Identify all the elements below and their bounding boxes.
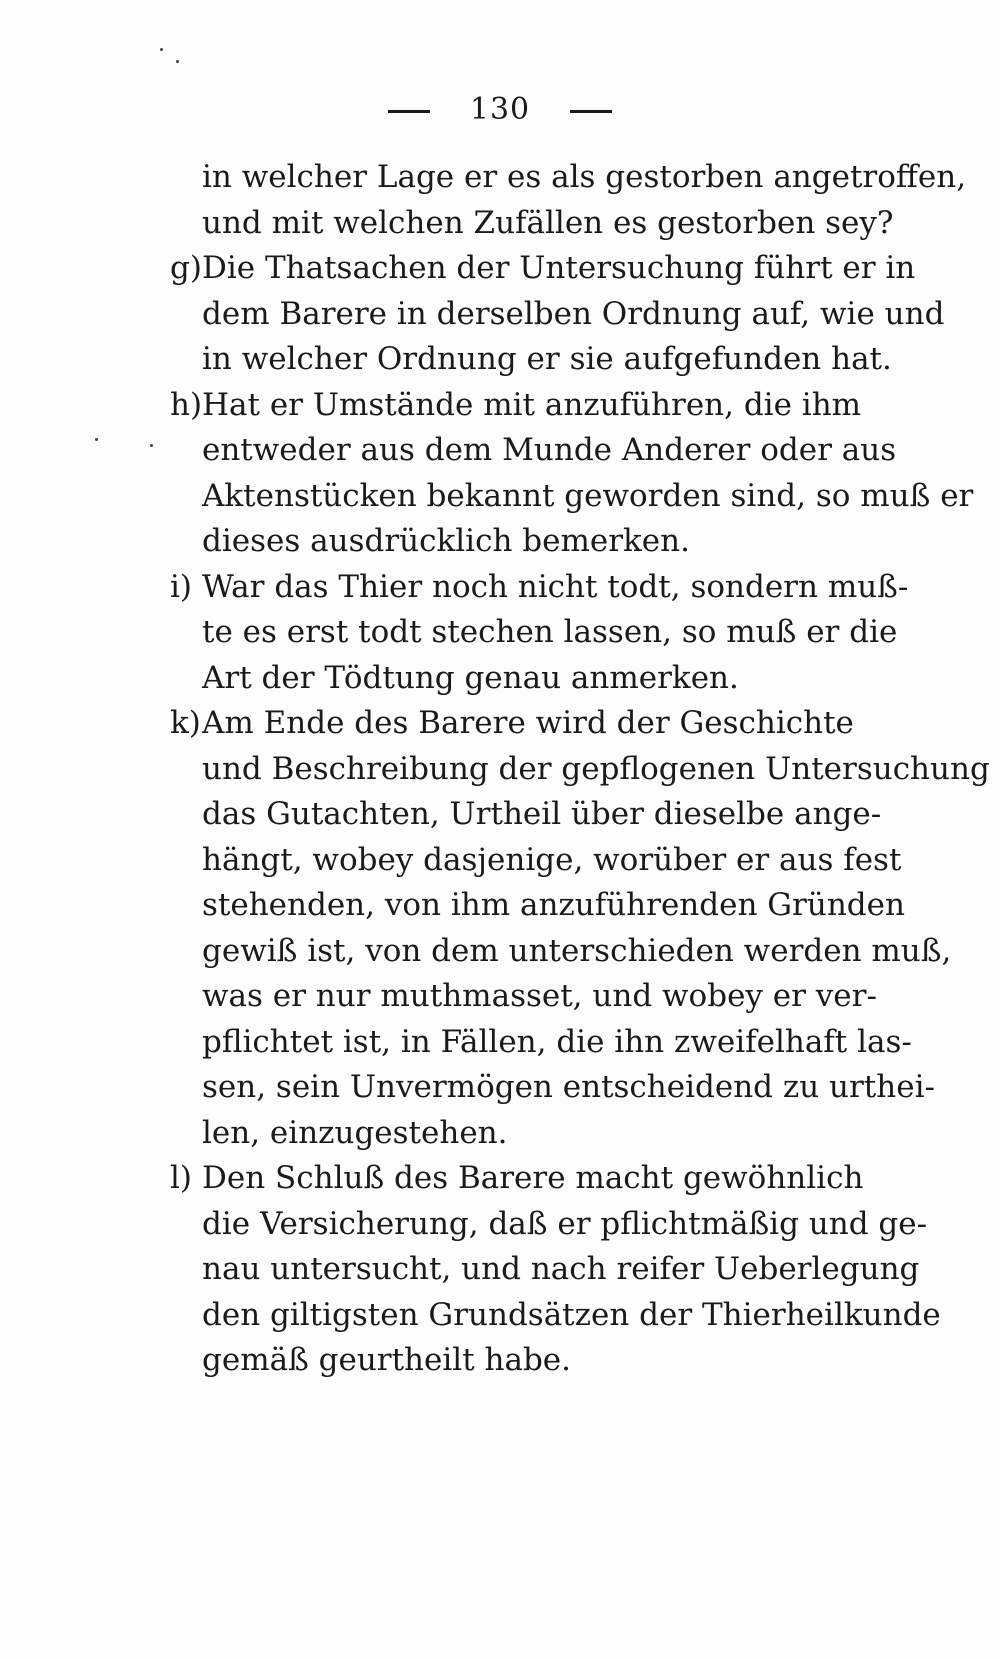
text-line: War das Thier noch nicht todt, sondern muß- <box>202 568 909 605</box>
list-marker-g: g) <box>170 250 202 286</box>
list-item-h-first-line <box>170 383 862 429</box>
paper-speck <box>160 48 163 51</box>
text-line: in welcher Ordnung er sie aufgefunden hat. <box>202 341 892 377</box>
list-item-l-first-line <box>170 1156 864 1202</box>
text-line: und mit welchen Zufällen es gestorben sey? <box>202 204 894 241</box>
header-dash-right <box>570 110 612 113</box>
text-line: pflichtet ist, in Fällen, die ihn zweifelhaft las- <box>202 1023 912 1060</box>
list-marker-i: i) <box>170 568 193 605</box>
text-line: hängt, wobey dasjenige, worüber er aus fest <box>202 841 902 878</box>
list-marker-k: k) <box>170 705 201 741</box>
text-line: te es erst todt stechen lassen, so muß er die <box>202 614 898 650</box>
text-line: nau untersucht, und nach reifer Ueberlegung <box>202 1251 920 1287</box>
paper-speck <box>95 438 98 441</box>
text-line: den giltigsten Grundsätzen der Thierheilkunde <box>202 1296 941 1333</box>
paper-speck <box>176 60 179 63</box>
text-line: in welcher Lage er es als gestorben angetroffen, <box>202 159 967 195</box>
text-line: dem Barere in derselben Ordnung auf, wie und <box>202 295 945 332</box>
list-item-i-first-line <box>170 565 909 611</box>
list-marker-h: h) <box>170 386 203 423</box>
paper-speck <box>150 444 153 447</box>
text-line: Am Ende des Barere wird der Geschichte <box>202 705 854 741</box>
page-number: 130 <box>469 92 531 127</box>
text-line: Aktenstücken bekannt geworden sind, so muß er <box>202 477 974 514</box>
text-line: len, einzugestehen. <box>202 1114 508 1151</box>
text-line: Art der Tödtung genau anmerken. <box>202 659 739 696</box>
text-line: gewiß ist, von dem unterschieden werden muß, <box>202 932 952 969</box>
text-line: entweder aus dem Munde Anderer oder aus <box>202 432 897 468</box>
text-line: Hat er Umstände mit anzuführen, die ihm <box>202 386 862 423</box>
text-line: sen, sein Unvermögen entscheidend zu urthei- <box>202 1069 935 1105</box>
text-line: dieses ausdrücklich bemerken. <box>202 523 690 559</box>
body-text <box>170 155 990 1384</box>
text-line: was er nur muthmasset, und wobey er ver- <box>202 978 877 1014</box>
text-line: die Versicherung, daß er pflichtmäßig und ge- <box>202 1205 928 1242</box>
text-line: Die Thatsachen der Untersuchung führt er in <box>202 250 916 286</box>
list-item-k-first-line <box>170 701 854 747</box>
list-marker-l: l) <box>170 1160 193 1196</box>
text-line: stehenden, von ihm anzuführenden Gründen <box>202 887 905 923</box>
header-dash-left <box>388 110 430 113</box>
page-header <box>0 92 1000 127</box>
list-item-g-first-line <box>170 246 916 292</box>
text-line: und Beschreibung der gepflogenen Untersuchung <box>202 750 990 787</box>
text-line: das Gutachten, Urtheil über dieselbe ange- <box>202 796 882 832</box>
text-line: Den Schluß des Barere macht gewöhnlich <box>202 1160 864 1196</box>
text-line: gemäß geurtheilt habe. <box>202 1342 572 1378</box>
